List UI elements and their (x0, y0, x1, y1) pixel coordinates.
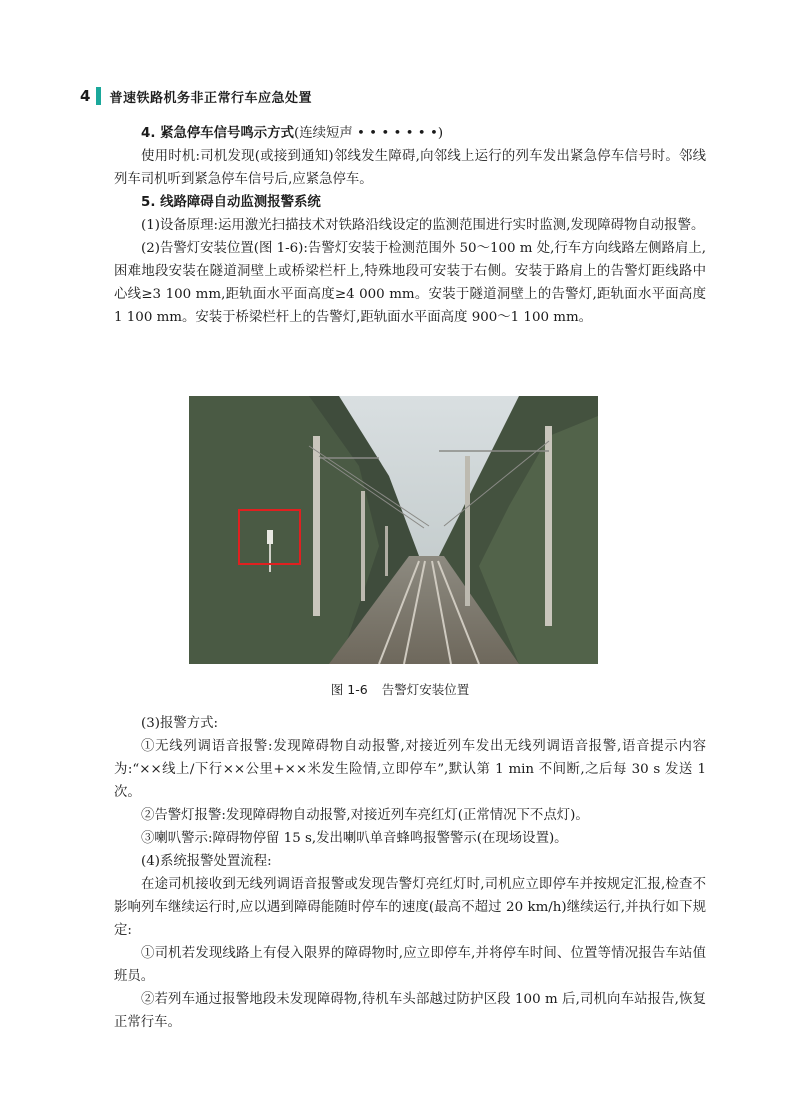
horn-warning: ③喇叭警示:障碍物停留 15 s,发出喇叭单音蜂鸣报警警示(在现场设置)。 (141, 831, 568, 846)
section-5-heading: 5. 线路障碍自动监测报警系统 (141, 195, 321, 210)
header-accent-bar (96, 87, 101, 105)
install-location-paragraph: (2)告警灯安装位置(图 1-6):告警灯安装于检测范围外 50～100 m 处,行车方向线路左侧路肩上,困难地段安装在隧道洞壁上或桥梁栏杆上,特殊地段可安装于右侧。安装于路肩上的告警灯距线路中心线≥3 100 mm,距轨面水平面高度≥4 000 mm。安装于隧道洞壁上的告警灯,距轨面水平面高度 1 100 mm。安装于桥梁栏杆上的告警灯,距轨面水平面高度 900～1 100 mm。 (114, 241, 706, 325)
section-4-heading-note: (连续短声 • • • • • • •) (293, 126, 444, 141)
figure-label: 图 1-6 (330, 682, 368, 697)
lower-body-text (114, 712, 706, 1034)
upper-body-text (114, 122, 706, 329)
handling-process-body: 在途司机接收到无线列调语音报警或发现告警灯亮红灯时,司机应立即停车并按规定汇报,检查不影响列车继续运行时,应以遇到障碍能随时停车的速度(最高不超过 20 km/h)继续运行,并执行如下规定: (114, 877, 706, 938)
railway-photo (189, 396, 598, 664)
handling-process-heading: (4)系统报警处置流程: (141, 854, 272, 869)
page-header (80, 86, 312, 106)
railway-scene-illustration (189, 396, 598, 664)
radio-voice-alarm: ①无线列调语音报警:发现障碍物自动报警,对接近列车发出无线列调语音报警,语音提示内容为:“××线上/下行××公里+××米发生险情,立即停车”,默认第 1 min 不间断,之后每 30 s 发送 1 次。 (114, 739, 706, 800)
section-4-heading-text: 4. 紧急停车信号鸣示方式 (141, 126, 294, 141)
figure-caption-text: 告警灯安装位置 (381, 682, 470, 697)
alarm-mode-heading: (3)报警方式: (141, 716, 219, 731)
figure-caption (0, 680, 800, 698)
rule-1: ①司机若发现线路上有侵入限界的障碍物时,应立即停车,并将停车时间、位置等情况报告车站值班员。 (114, 946, 706, 984)
running-title: 普速铁路机务非正常行车应急处置 (109, 90, 312, 106)
page-number: 4 (80, 87, 91, 105)
rule-2: ②若列车通过报警地段未发现障碍物,待机车头部越过防护区段 100 m 后,司机向车站报告,恢复正常行车。 (114, 992, 706, 1030)
lamp-alarm: ②告警灯报警:发现障碍物自动报警,对接近列车亮红灯(正常情况下不点灯)。 (141, 808, 589, 823)
section-4-heading (114, 122, 706, 145)
section-4-body: 使用时机:司机发现(或接到通知)邻线发生障碍,向邻线上运行的列车发出紧急停车信号时。邻线列车司机听到紧急停车信号后,应紧急停车。 (114, 149, 706, 187)
principle-paragraph: (1)设备原理:运用激光扫描技术对铁路沿线设定的监测范围进行实时监测,发现障碍物自动报警。 (141, 218, 705, 233)
